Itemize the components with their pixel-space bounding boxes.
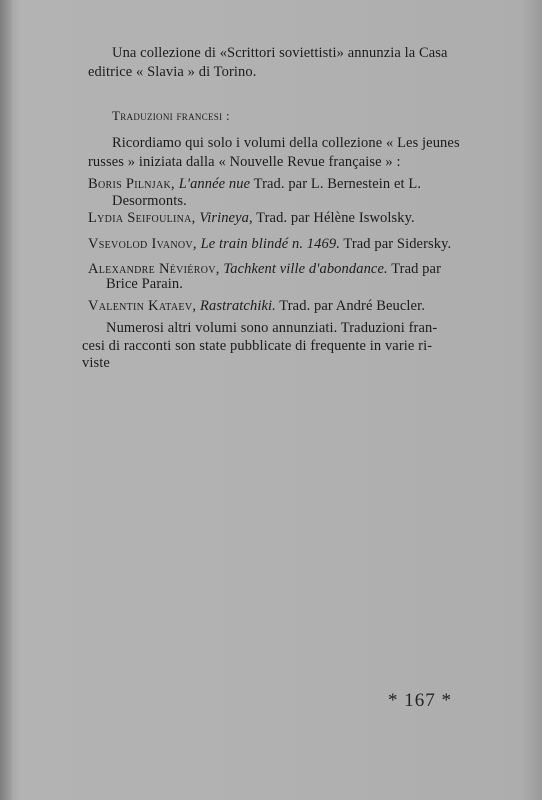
entry-pilnjak — [88, 176, 421, 193]
intro-line-2: editrice « Slavia » di Torino. — [88, 64, 257, 80]
entry-translation: Trad par Sidersky. — [339, 236, 452, 252]
page-number: * 167 * — [388, 690, 452, 711]
entry-author: Alexandre Néviérov, — [88, 261, 220, 277]
entry-title: Le train blindé n. 1469. — [200, 236, 340, 252]
intro-line-1: Una collezione di «Scrittori soviettisti» annunzia la Casa — [112, 45, 448, 61]
entry-translation: Trad. par L. Bernestein et L. — [250, 176, 422, 192]
page-edge-shadow — [0, 0, 12, 800]
entry-author: Boris Pilnjak, — [88, 176, 175, 192]
entry-title: Virineya, — [199, 210, 253, 226]
entry-translation: Trad. par Hélène Iswolsky. — [252, 210, 415, 226]
entry-title: Rastratchiki. — [200, 298, 276, 314]
recall-line-1: Ricordiamo qui solo i volumi della collezione « Les jeunes — [112, 135, 460, 151]
entry-translation: Trad par — [387, 261, 441, 277]
closing-line-3: viste — [82, 355, 110, 371]
entry-author: Lydia Seifoulina, — [88, 210, 196, 226]
entry-kataev — [88, 298, 425, 315]
entry-continuation: Desormonts. — [112, 193, 187, 209]
entry-author: Vsevolod Ivanov, — [88, 236, 197, 252]
recall-line-2: russes » iniziata dalla « Nouvelle Revue française » : — [88, 154, 401, 170]
closing-line-1: Numerosi altri volumi sono annunziati. Traduzioni fran- — [106, 320, 438, 336]
entry-seifoulina — [88, 210, 415, 227]
section-heading: Traduzioni francesi : — [112, 108, 230, 123]
entry-title: L'année nue — [178, 176, 251, 192]
entry-continuation: Brice Parain. — [106, 276, 183, 292]
closing-line-2: cesi di racconti son state pubblicate di frequente in varie ri- — [82, 338, 433, 354]
entry-ivanov — [88, 236, 451, 253]
entry-author: Valentin Kataev, — [88, 298, 197, 314]
entry-translation: Trad. par André Beucler. — [275, 298, 425, 314]
entry-title: Tachkent ville d'abondance. — [223, 261, 388, 277]
